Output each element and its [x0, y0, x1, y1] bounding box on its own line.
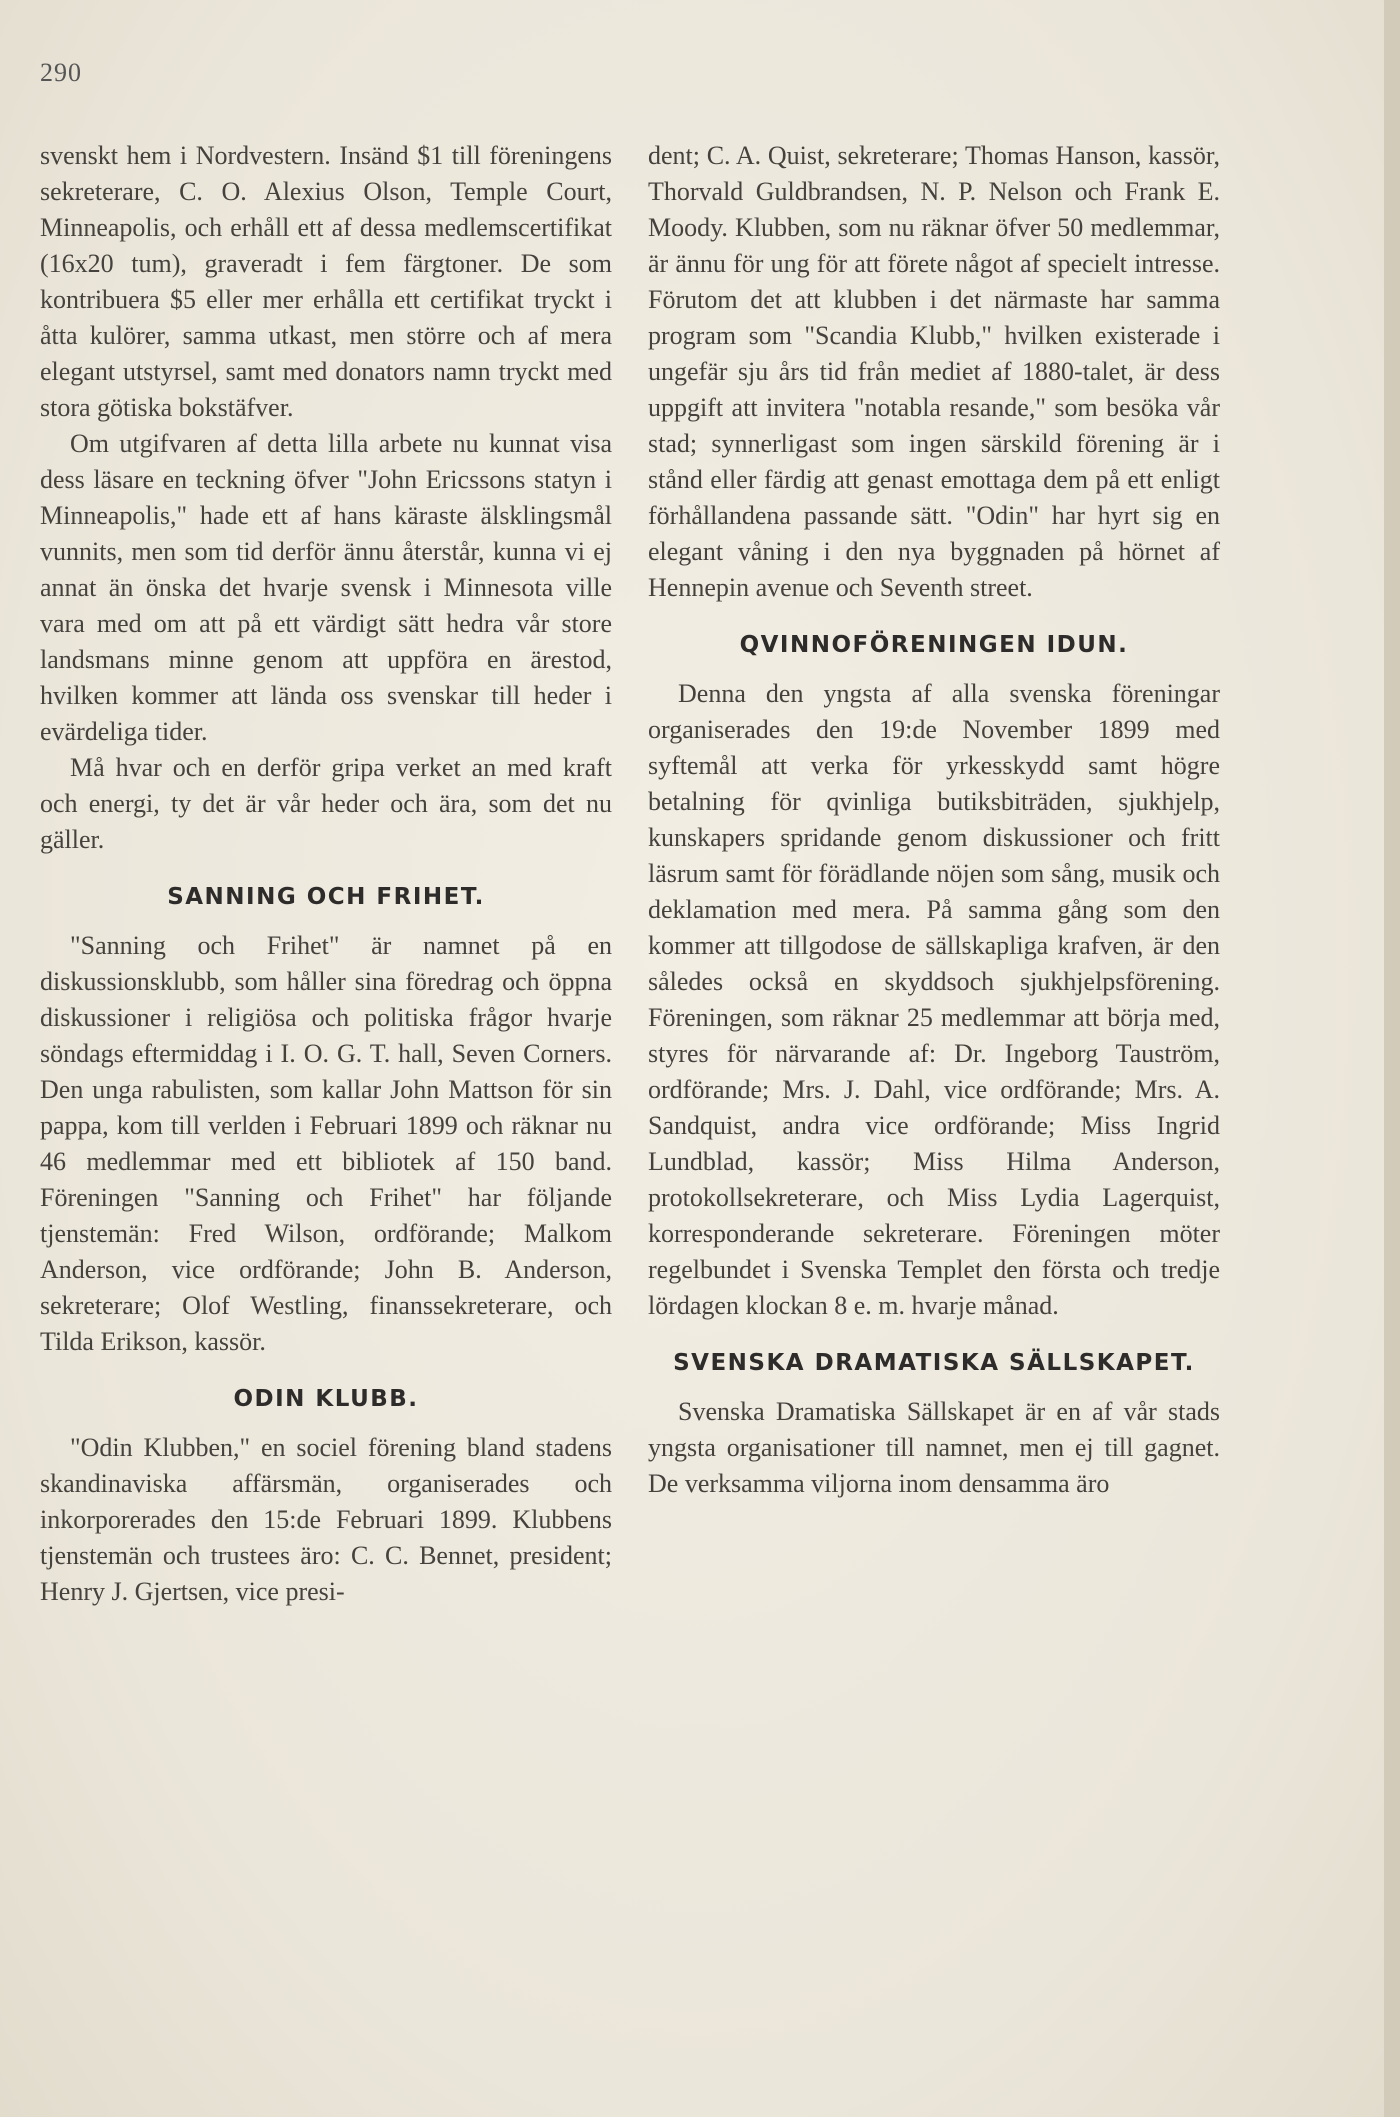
- section-heading-sanning-och-frihet: SANNING OCH FRIHET.: [167, 884, 485, 910]
- paragraph: "Odin Klubben," en sociel förening bland stadens skandinaviska affärsmän, organiserades och inkorporerades den 15:de Februari 1899. Klubbens tjenstemän och trustees äro: C. C. Bennet, president; Henry J. Gjertsen, vice presi-: [40, 1433, 612, 1606]
- right-column: [648, 138, 1220, 1502]
- paragraph: dent; C. A. Quist, sekreterare; Thomas Hanson, kassör, Thorvald Guldbrandsen, N. P. Nelson och Frank E. Moody. Klubben, som nu räknar öfver 50 medlemmar, är ännu för ung för att förete något af specielt intresse. Förutom det att klubben i det närmaste har samma program som "Scandia Klubb," hvilken existerade i ungefär sju års tid från mediet af 1880-talet, är dess uppgift att invitera "notabla resande," som besöka vår stad; synnerligast som ingen särskild förening är i stånd eller färdig att genast emottaga dem på ett enligt förhållandena passande sätt. "Odin" har hyrt sig en elegant våning i den nya byggnaden på hörnet af Hennepin avenue och Seventh street.: [648, 141, 1220, 602]
- paragraph: svenskt hem i Nordvestern. Insänd $1 till föreningens sekreterare, C. O. Alexius Olson, Temple Court, Minneapolis, och erhåll ett af dessa medlemscertifikat (16x20 tum), graveradt i fem färgtoner. De som kontribuera $5 eller mer erhålla ett certifikat tryckt i åtta kulörer, samma utkast, men större och af mera elegant utstyrsel, samt med donators namn tryckt med stora götiska bokstäfver.: [40, 141, 612, 422]
- section-heading-qvinnoforeningen-idun: QVINNOFÖRENINGEN IDUN.: [739, 632, 1129, 658]
- left-column: [40, 138, 612, 1610]
- paragraph: Om utgifvaren af detta lilla arbete nu kunnat visa dess läsare en teckning öfver "John Ericssons statyn i Minneapolis," hade ett af hans käraste älsklingsmål vunnits, men som tid derför ännu återstår, kunna vi ej annat än önska det hvarje svensk i Minnesota ville vara med om att på ett värdigt sätt hedra vår store landsmans minne genom att uppföra en ärestod, hvilken kommer att lända oss svenskar till heder i evärdeliga tider.: [40, 429, 612, 746]
- section-heading-odin-klubb: ODIN KLUBB.: [233, 1386, 419, 1412]
- section-heading-svenska-dramatiska-sallskapet: SVENSKA DRAMATISKA SÄLLSKAPET.: [673, 1350, 1195, 1376]
- paragraph: Svenska Dramatiska Sällskapet är en af vår stads yngsta organisationer till namnet, men ej till gagnet. De verksamma viljorna inom densamma äro: [648, 1397, 1220, 1498]
- paragraph: Må hvar och en derför gripa verket an med kraft och energi, ty det är vår heder och ära, som det nu gäller.: [40, 753, 612, 854]
- paragraph: "Sanning och Frihet" är namnet på en diskussionsklubb, som håller sina föredrag och öppna diskussioner i religiösa och politiska frågor hvarje söndags eftermiddag i I. O. G. T. hall, Seven Corners. Den unga rabulisten, som kallar John Mattson för sin pappa, kom till verlden i Februari 1899 och räknar nu 46 medlemmar med ett bibliotek af 150 band. Föreningen "Sanning och Frihet" har följande tjenstemän: Fred Wilson, ordförande; Malkom Anderson, vice ordförande; John B. Anderson, sekreterare; Olof Westling, finanssekreterare, och Tilda Erikson, kassör.: [40, 931, 612, 1356]
- page-edge: [1384, 0, 1400, 2117]
- paragraph: Denna den yngsta af alla svenska föreningar organiserades den 19:de November 1899 med syftemål att verka för yrkesskydd samt högre betalning för qvinliga butiksbiträden, sjukhjelp, kunskapers spridande genom diskussioner och fritt läsrum samt för förädlande nöjen som sång, musik och deklamation med mera. På samma gång som den kommer att tillgodose de sällskapliga krafven, är den således också en skyddsoch sjukhjelpsförening. Föreningen, som räknar 25 medlemmar att börja med, styres för närvarande af: Dr. Ingeborg Tauström, ordförande; Mrs. J. Dahl, vice ordförande; Mrs. A. Sandquist, andra vice ordförande; Miss Ingrid Lundblad, kassör; Miss Hilma Anderson, protokollsekreterare, och Miss Lydia Lagerquist, korresponderande sekreterare. Föreningen möter regelbundet i Svenska Templet den första och tredje lördagen klockan 8 e. m. hvarje månad.: [648, 679, 1220, 1320]
- page-number: 290: [40, 58, 82, 87]
